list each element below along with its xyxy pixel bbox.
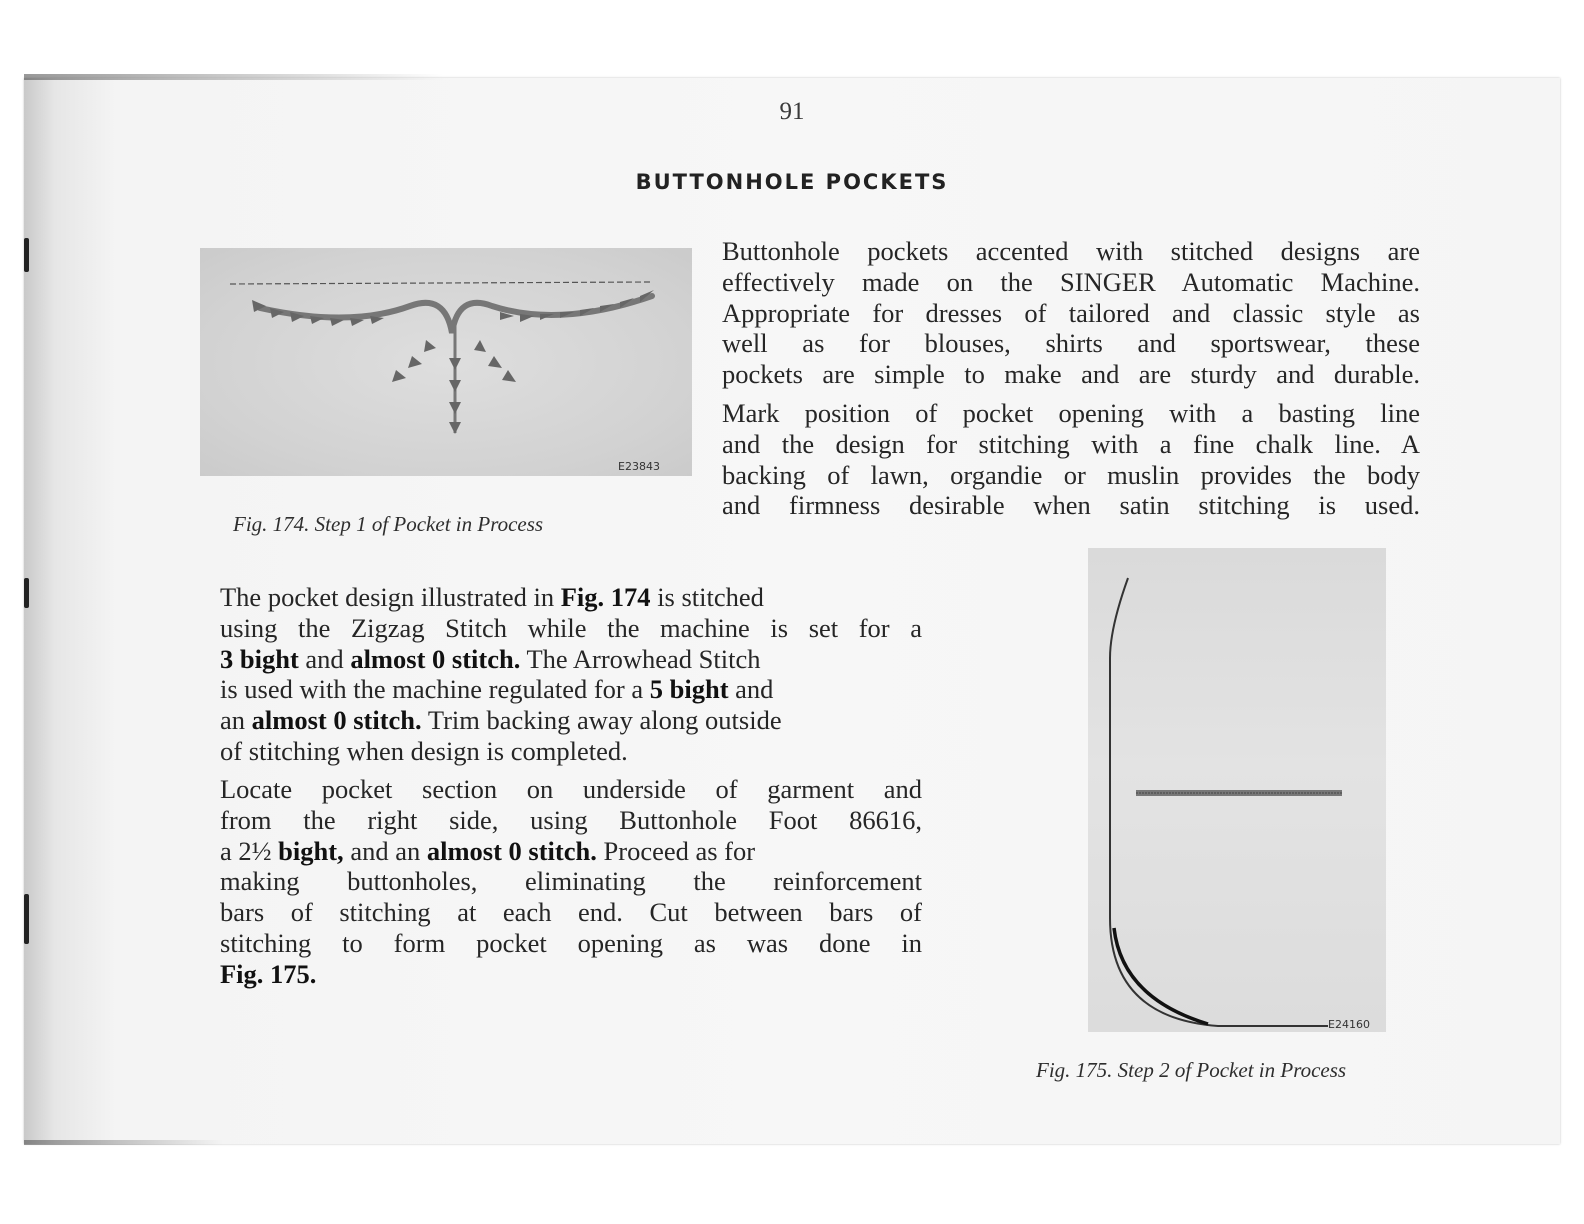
text-line: and the design for stitching with a fine chalk line. A: [722, 428, 1420, 459]
section-title: BUTTONHOLE POCKETS: [635, 170, 949, 194]
text-run: Trim backing away along outside: [421, 705, 782, 736]
text-run: an: [220, 705, 252, 736]
arrowhead-stitch-design-illustration: [200, 248, 692, 476]
text-run: and: [728, 674, 774, 705]
design-paragraph: [220, 582, 922, 767]
page-edge-shadow-top: [24, 74, 444, 80]
text-line: [220, 705, 922, 736]
setting-value: 5 bight: [649, 674, 729, 705]
setting-value: almost 0 stitch.: [426, 835, 597, 866]
text-line: Buttonhole pockets accented with stitched designs are: [722, 236, 1420, 266]
text-line: pockets are simple to make and are sturdy and durable.: [722, 359, 1420, 390]
text-run: and an: [343, 835, 427, 866]
text-line: from the right side, using Buttonhole Foot 86616,: [220, 804, 922, 835]
text-run: and: [298, 643, 351, 674]
figure-174-caption: Fig. 174. Step 1 of Pocket in Process: [233, 512, 544, 536]
text-line: Appropriate for dresses of tailored and classic style as: [722, 297, 1420, 328]
mark-paragraph: [722, 398, 1420, 521]
text-line: effectively made on the SINGER Automatic Machine.: [722, 266, 1420, 297]
text-run: The Arrowhead Stitch: [520, 643, 761, 674]
text-line: stitching to form pocket opening as was done in: [220, 927, 922, 958]
text-line: making buttonholes, eliminating the reinforcement: [220, 866, 922, 897]
figure-175: [1088, 548, 1386, 1032]
setting-value: 3 bight: [220, 643, 299, 674]
setting-value: bight,: [278, 835, 344, 866]
text-run: is used with the machine regulated for a: [220, 674, 650, 705]
page-edge-shadow-bottom: [24, 1140, 224, 1145]
figure-174: [200, 248, 692, 476]
text-line: well as for blouses, shirts and sportswear, these: [722, 328, 1420, 359]
intro-paragraph: [722, 236, 1420, 390]
text-line: [220, 644, 922, 675]
text-run: Proceed as for: [596, 835, 756, 866]
figure-175-caption: Fig. 175. Step 2 of Pocket in Process: [1036, 1058, 1347, 1082]
text-run: a 2½: [220, 835, 279, 866]
figure-reference: Fig. 175.: [220, 958, 317, 989]
figure-reference: Fig. 174: [560, 582, 651, 612]
text-line: [220, 836, 922, 867]
text-line: of stitching when design is completed.: [220, 735, 628, 766]
figure-code: E24160: [1328, 1018, 1370, 1031]
text-line: bars of stitching at each end. Cut between bars of: [220, 897, 922, 928]
binding-mark: [24, 238, 29, 272]
page-number: 91: [779, 98, 805, 125]
text-line: Locate pocket section on underside of garment and: [220, 774, 922, 804]
pocket-outline-illustration: [1088, 548, 1386, 1032]
binding-mark: [24, 578, 29, 608]
text-line: Mark position of pocket opening with a basting line: [722, 398, 1420, 428]
setting-value: almost 0 stitch.: [350, 643, 521, 674]
locate-paragraph: [220, 774, 922, 990]
text-line: and firmness desirable when satin stitching is used.: [722, 490, 1420, 521]
setting-value: almost 0 stitch.: [251, 705, 422, 736]
text-line: using the Zigzag Stitch while the machine is set for a: [220, 612, 922, 643]
text-line: [220, 582, 922, 613]
text-run: The pocket design illustrated in: [220, 582, 561, 612]
text-line: backing of lawn, organdie or muslin provides the body: [722, 459, 1420, 490]
binding-mark: [24, 894, 29, 944]
figure-code: E23843: [618, 460, 660, 473]
text-run: is stitched: [650, 582, 764, 612]
text-line: [220, 674, 922, 705]
